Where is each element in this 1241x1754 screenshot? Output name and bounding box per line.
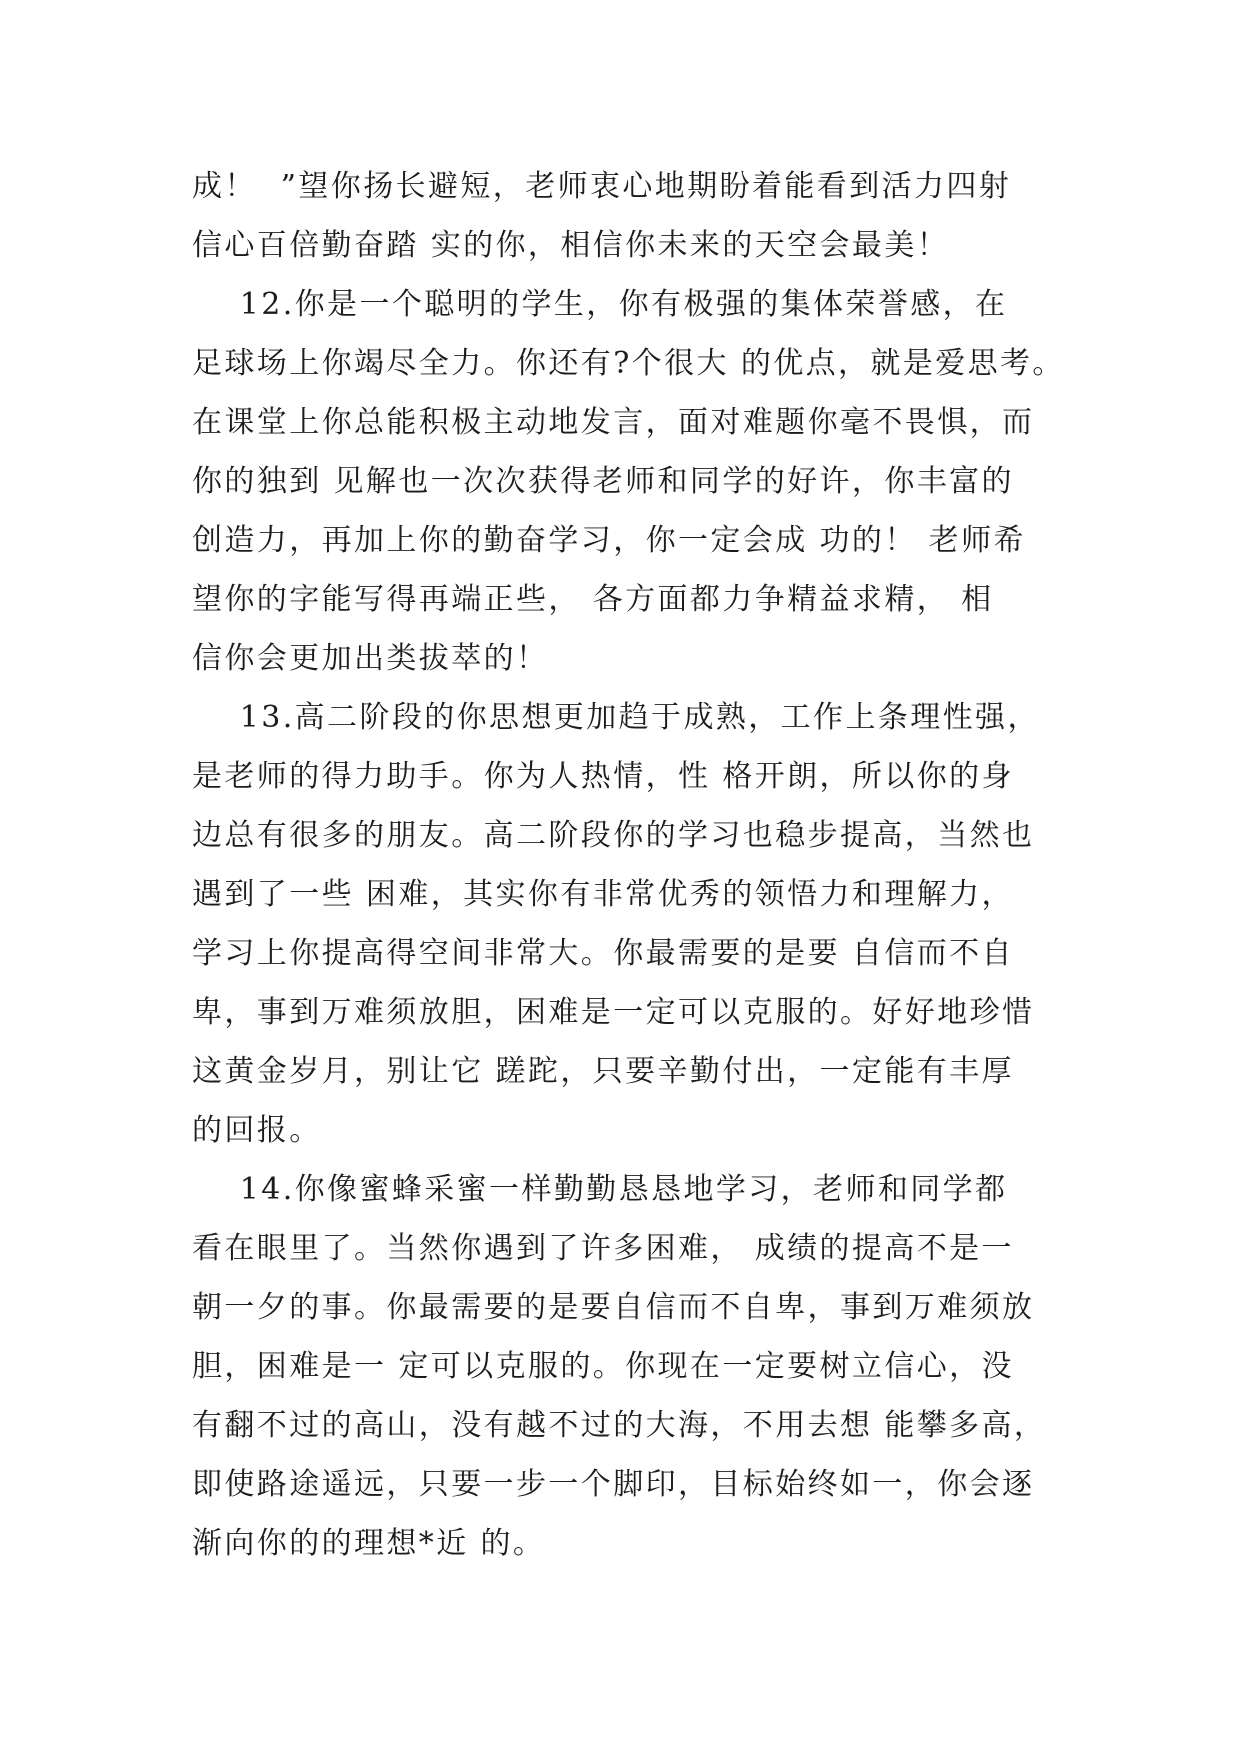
text-line: 信你会更加出类拔萃的！ xyxy=(192,641,549,676)
text-line: 望你的字能写得再端正些， 各方面都力争精益求精， 相 xyxy=(192,582,994,617)
text-line: 创造力，再加上你的勤奋学习，你一定会成 功的！ 老师希 xyxy=(192,523,1026,558)
text-line: 卑，事到万难须放胆，困难是一定可以克服的。好好地珍惜 xyxy=(192,995,1035,1030)
text-line: 看在眼里了。当然你遇到了许多困难， 成绩的提高不是一 xyxy=(192,1231,1014,1266)
text-line: 你的独到 见解也一次次获得老师和同学的好许，你丰富的 xyxy=(192,464,1014,499)
text-line: 信心百倍勤奋踏 实的你，相信你未来的天空会最美！ xyxy=(192,228,950,263)
text-line: 遇到了一些 困难，其实你有非常优秀的领悟力和理解力， xyxy=(192,877,1014,912)
text-line: 即使路途遥远，只要一步一个脚印，目标始终如一，你会逐 xyxy=(192,1467,1035,1502)
text-line: 这黄金岁月，别让它 蹉跎，只要辛勤付出，一定能有丰厚 xyxy=(192,1054,1014,1089)
paragraph-12-start: 12.你是一个聪明的学生，你有极强的集体荣誉感，在 xyxy=(192,287,1008,322)
document-body xyxy=(192,157,1065,1573)
text-line: 渐向你的的理想*近 的。 xyxy=(192,1526,546,1561)
text-line: 边总有很多的朋友。高二阶段你的学习也稳步提高，当然也 xyxy=(192,818,1035,853)
text-line: 有翻不过的高山，没有越不过的大海，不用去想 能攀多高， xyxy=(192,1408,1047,1443)
text-line: 是老师的得力助手。你为人热情，性 格开朗，所以你的身 xyxy=(192,759,1014,794)
text-line: 足球场上你竭尽全力。你还有?个很大 的优点，就是爱思考。 xyxy=(192,346,1065,381)
text-line: 成！ ”望你扬长避短，老师衷心地期盼着能看到活力四射 xyxy=(192,169,1012,204)
text-line: 的回报。 xyxy=(192,1113,322,1148)
text-line: 朝一夕的事。你最需要的是要自信而不自卑，事到万难须放 xyxy=(192,1290,1035,1325)
text-line: 胆，困难是一 定可以克服的。你现在一定要树立信心，没 xyxy=(192,1349,1014,1384)
paragraph-13-start: 13.高二阶段的你思想更加趋于成熟，工作上条理性强， xyxy=(192,700,1040,735)
paragraph-14-start: 14.你像蜜蜂采蜜一样勤勤恳恳地学习，老师和同学都 xyxy=(192,1172,1008,1207)
text-line: 学习上你提高得空间非常大。你最需要的是要 自信而不自 xyxy=(192,936,1014,971)
text-line: 在课堂上你总能积极主动地发言，面对难题你毫不畏惧，而 xyxy=(192,405,1035,440)
